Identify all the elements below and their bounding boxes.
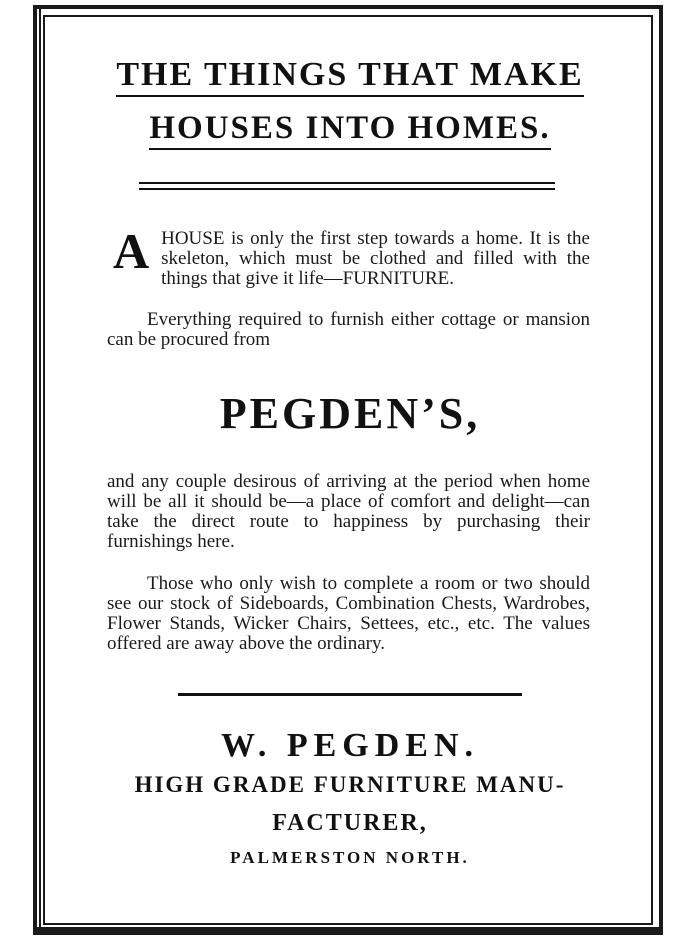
- section-rule: [178, 693, 522, 696]
- double-rule-top: [139, 182, 555, 184]
- drop-cap: A: [113, 223, 150, 279]
- double-rule-bottom: [139, 188, 555, 190]
- signature-name: W. PEGDEN.: [220, 727, 480, 764]
- signature-title-line-1: HIGH GRADE FURNITURE MANU-: [134, 772, 566, 797]
- headline-line-1: [0, 56, 700, 94]
- signature-title-line-2: FACTURER,: [272, 810, 428, 836]
- paragraph-intro: [107, 223, 590, 289]
- paragraph-couple: and any couple desirous of arriving at the period when home will be all it should be—a place of comfort and delight—can take the direct route to happiness by purchasing their furnishings here.: [107, 471, 590, 552]
- headline-line-1-text: THE THINGS THAT MAKE: [116, 56, 583, 97]
- brand-name: PEGDEN’S,: [219, 389, 481, 438]
- border-rule-bottom: [33, 927, 663, 933]
- paragraph-intro-text: HOUSE is only the first step towards a home. It is the skeleton, which must be clothed and filled with the things that give it life—FURNITURE.: [161, 228, 590, 289]
- signature-location: PALMERSTON NORTH.: [230, 848, 470, 867]
- headline-line-2-text: HOUSES INTO HOMES.: [149, 110, 550, 150]
- paragraph-stock: Those who only wish to complete a room or two should see our stock of Sideboards, Combination Chests, Wardrobes, Flower Stands, Wicker Chairs, Settees, etc., etc. The values offered are away above the ordinary.: [107, 573, 590, 654]
- headline-line-2: [0, 110, 700, 147]
- paragraph-procure: Everything required to furnish either cottage or mansion can be procured from: [107, 309, 590, 350]
